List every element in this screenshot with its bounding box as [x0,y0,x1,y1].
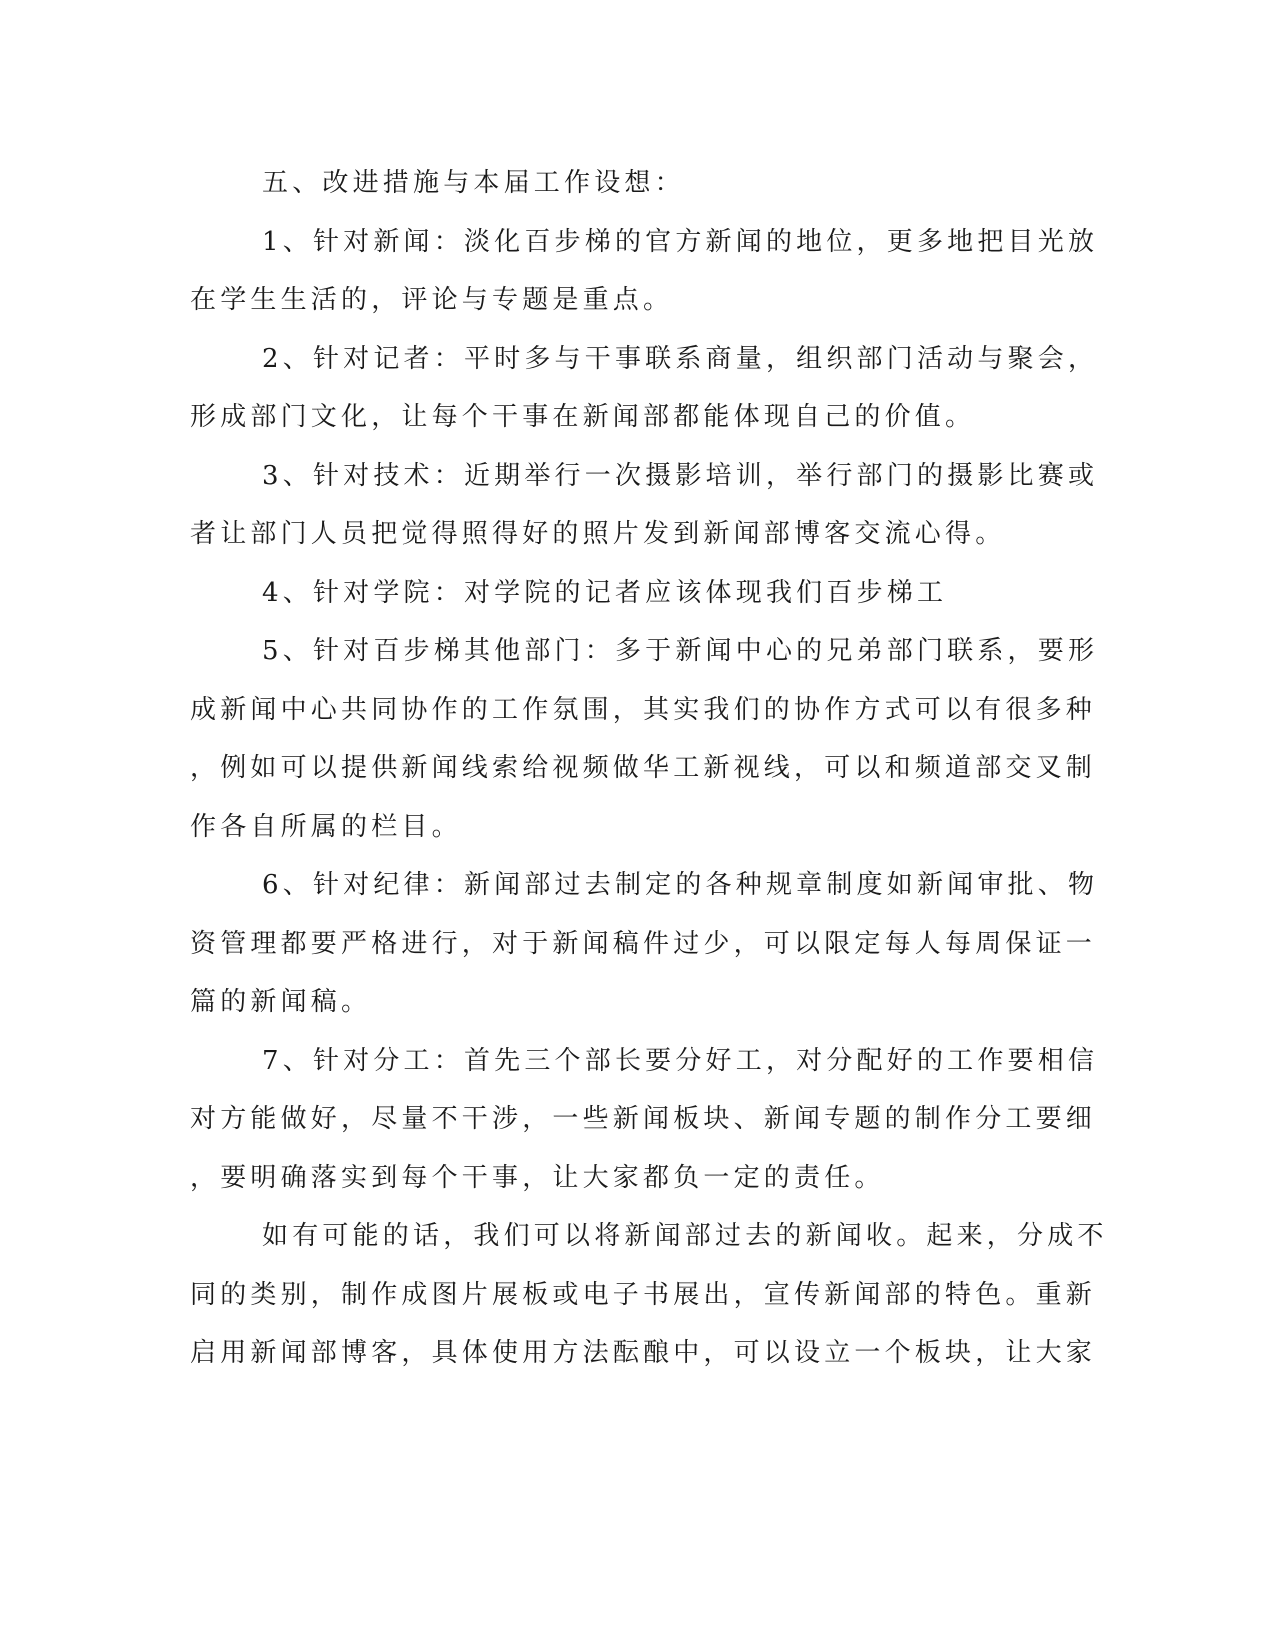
item-7-line-1: 7、针对分工：首先三个部长要分好工，对分配好的工作要相信 [262,1046,1099,1076]
item-5-line-3: ，例如可以提供新闻线索给视频做华工新视线，可以和频道部交叉制 [190,753,1097,783]
item-4-line-1: 4、针对学院：对学院的记者应该体现我们百步梯工 [262,578,948,608]
item-6-line-1: 6、针对纪律：新闻部过去制定的各种规章制度如新闻审批、物 [262,870,1099,900]
item-1-line-1: 1、针对新闻：淡化百步梯的官方新闻的地位，更多地把目光放 [262,227,1099,257]
item-6-line-3: 篇的新闻稿。 [190,987,372,1017]
item-2-line-2: 形成部门文化，让每个干事在新闻部都能体现自己的价值。 [190,402,976,432]
section-heading: 五、改进措施与本届工作设想： [262,168,685,198]
item-5-line-2: 成新闻中心共同协作的工作氛围，其实我们的协作方式可以有很多种 [190,695,1097,725]
item-5-line-4: 作各自所属的栏目。 [190,812,462,842]
item-1-line-2: 在学生生活的，评论与专题是重点。 [190,285,674,315]
closing-line-2: 同的类别，制作成图片展板或电子书展出，宣传新闻部的特色。重新 [190,1280,1097,1310]
closing-line-3: 启用新闻部博客，具体使用方法酝酿中，可以设立一个板块，让大家 [190,1338,1097,1368]
item-7-line-3: ，要明确落实到每个干事，让大家都负一定的责任。 [190,1163,885,1193]
item-2-line-1: 2、针对记者：平时多与干事联系商量，组织部门活动与聚会， [262,344,1099,374]
item-5-line-1: 5、针对百步梯其他部门：多于新闻中心的兄弟部门联系，要形 [262,636,1099,666]
item-6-line-2: 资管理都要严格进行，对于新闻稿件过少，可以限定每人每周保证一 [190,929,1097,959]
closing-line-1: 如有可能的话，我们可以将新闻部过去的新闻收。起来，分成不 [262,1221,1108,1251]
item-7-line-2: 对方能做好，尽量不干涉，一些新闻板块、新闻专题的制作分工要细 [190,1104,1097,1134]
item-3-line-1: 3、针对技术：近期举行一次摄影培训，举行部门的摄影比赛或 [262,461,1099,491]
item-3-line-2: 者让部门人员把觉得照得好的照片发到新闻部博客交流心得。 [190,519,1006,549]
